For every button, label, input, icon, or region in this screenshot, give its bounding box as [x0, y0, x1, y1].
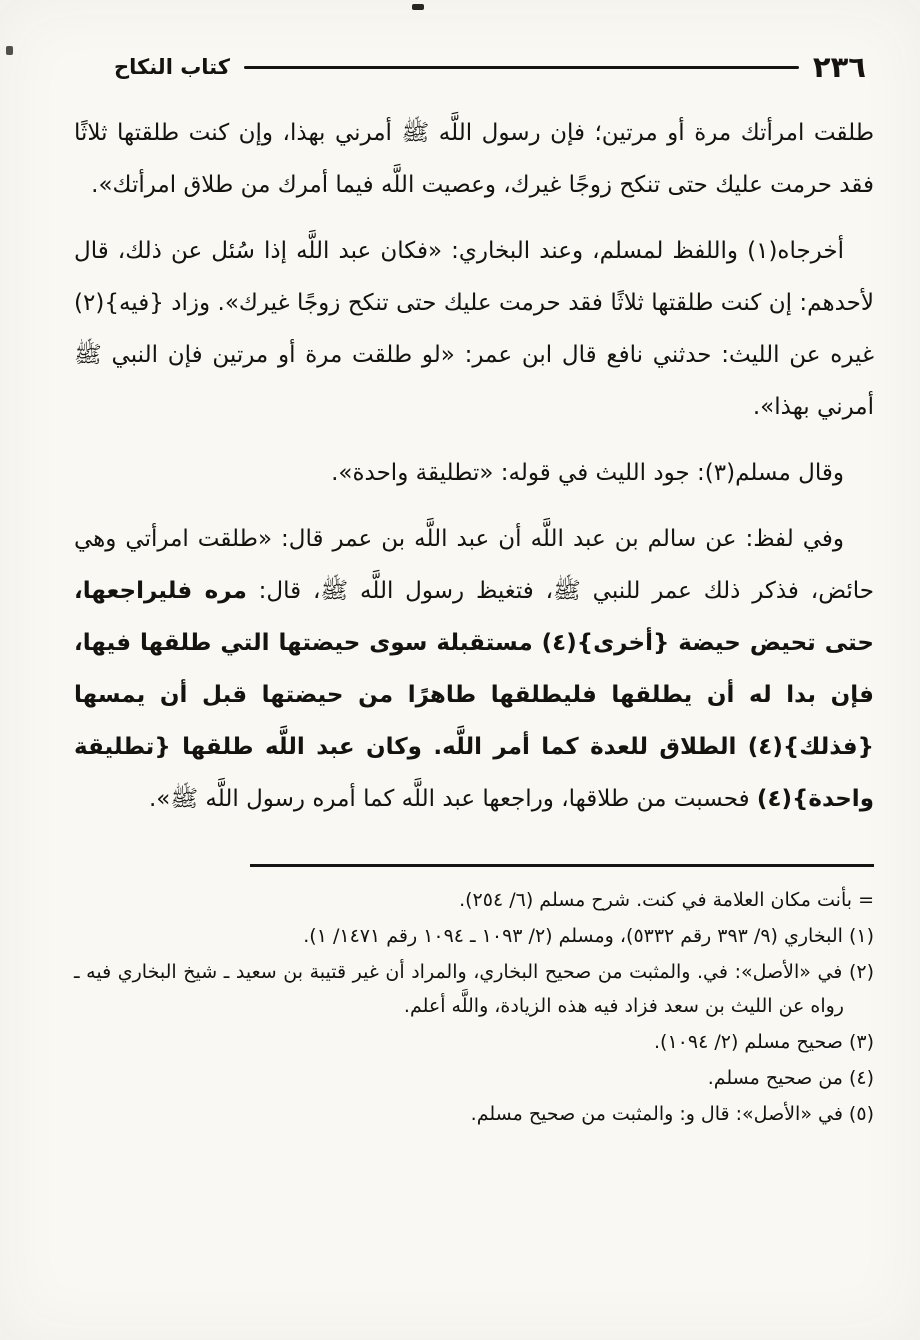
- paragraph-hadith-continuation: طلقت امرأتك مرة أو مرتين؛ فإن رسول اللَّه ﷺ أمرني بهذا، وإن كنت طلقتها ثلاثًا فقد حرمت عليك حتى تنكح زوجًا غيرك، وعصيت اللَّه فيما أمرك من طلاق امرأتك».: [74, 120, 874, 198]
- footnote-2: (٢) في «الأصل»: في. والمثبت من صحيح البخاري، والمراد أن غير قتيبة بن سعيد ـ شيخ البخاري فيه ـ رواه عن الليث بن سعد فزاد فيه هذه الزيادة، واللَّه أعلم.: [74, 960, 874, 1018]
- footnote-area: [74, 864, 874, 1133]
- narration-tail-text: فحسبت من طلاقها، وراجعها عبد اللَّه كما أمره رسول اللَّه ﷺ».: [148, 785, 757, 812]
- paragraph-takhrij: أخرجاه(١) واللفظ لمسلم، وعند البخاري: «فكان عبد اللَّه إذا سُئل عن ذلك، قال لأحدهم: إن كنت طلقتها ثلاثًا فقد حرمت عليك حتى تنكح زوجًا غيرك». وزاد {فيه}(٢) غيره عن الليث: حدثني نافع قال ابن عمر: «لو طلقت مرة أو مرتين فإن النبي ﷺ أمرني بهذا».: [74, 237, 874, 420]
- page-number: ٢٣٦: [812, 50, 866, 84]
- chapter-title: كتاب النكاح: [114, 55, 230, 79]
- page-body: [74, 108, 874, 826]
- footnotes-list: [74, 883, 874, 1133]
- footnote-4: (٤) من صحيح مسلم.: [707, 1067, 874, 1090]
- scan-speck-top: [412, 4, 424, 10]
- footnote-separator-rule: [250, 864, 874, 867]
- narration-bold-hadith-text: مره فليراجعها، حتى تحيض حيضة {أخرى}(٤) مستقبلة سوى حيضتها التي طلقها فيها، فإن بدا له أن يطلقها فليطلقها طاهرًا من حيضتها قبل أن يمسها {فذلك}(٤) الطلاق للعدة كما أمر اللَّه. وكان عبد اللَّه طلقها {تطليقة واحدة}(٤): [74, 577, 875, 812]
- page-header: [74, 50, 874, 84]
- footnote-3: (٣) صحيح مسلم (٢/ ١٠٩٤).: [654, 1031, 874, 1054]
- footnote-1: (١) البخاري (٩/ ٣٩٣ رقم ٥٣٣٢)، ومسلم (٢/ ١٠٩٣ ـ ١٠٩٤ رقم ١٤٧١/ ١).: [303, 924, 874, 947]
- footnote-continuation-marker: = بأنت مكان العلامة في كنت. شرح مسلم (٦/ ٢٥٤).: [459, 888, 874, 911]
- scan-speck-left: [6, 46, 13, 55]
- header-rule: [244, 66, 799, 69]
- footnote-5: (٥) في «الأصل»: قال و: والمثبت من صحيح مسلم.: [470, 1103, 874, 1126]
- paragraph-muslim-comment: وقال مسلم(٣): جود الليث في قوله: «تطليقة واحدة».: [331, 459, 844, 486]
- paragraph-second-narration: [74, 514, 874, 826]
- narration-lead-text: وفي لفظ: عن سالم بن عبد اللَّه أن عبد اللَّه بن عمر قال: «طلقت امرأتي وهي حائض، فذكر ذلك عمر للنبي ﷺ، فتغيظ رسول اللَّه ﷺ، قال:: [74, 525, 874, 604]
